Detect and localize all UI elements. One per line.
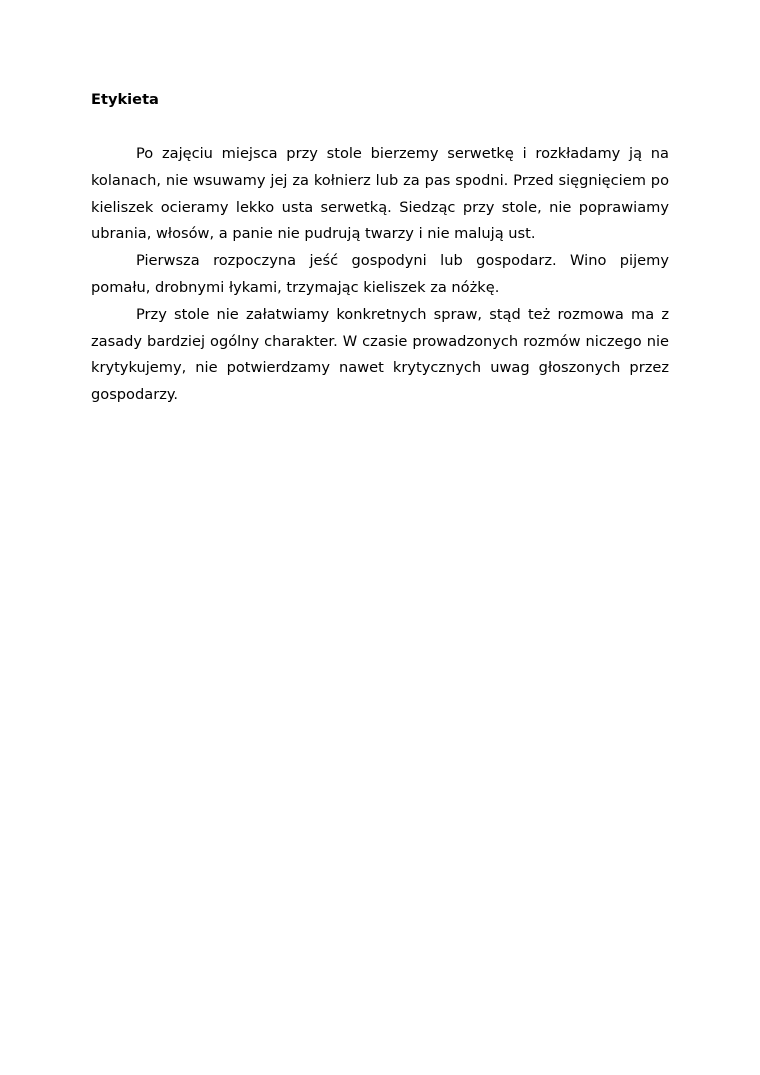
- document-body: [91, 89, 669, 409]
- paragraph-3: Przy stole nie załatwiamy konkretnych spraw, stąd też rozmowa ma z zasady bardziej ogólny charakter. W czasie prowadzonych rozmów niczego nie krytykujemy, nie potwierdzamy nawet krytycznych uwag głoszonych przez gospodarzy.: [91, 305, 669, 404]
- paragraph-1: Po zajęciu miejsca przy stole bierzemy serwetkę i rozkładamy ją na kolanach, nie wsuwamy jej za kołnierz lub za pas spodni. Przed sięgnięciem po kieliszek ocieramy lekko usta serwetką. Siedząc przy stole, nie poprawiamy ubrania, włosów, a panie nie pudrują twarzy i nie malują ust.: [91, 145, 669, 243]
- document-heading: Etykieta: [91, 91, 159, 108]
- paragraph-2: Pierwsza rozpoczyna jeść gospodyni lub gospodarz. Wino pijemy pomału, drobnymi łykami, trzymając kieliszek za nóżkę.: [91, 252, 669, 296]
